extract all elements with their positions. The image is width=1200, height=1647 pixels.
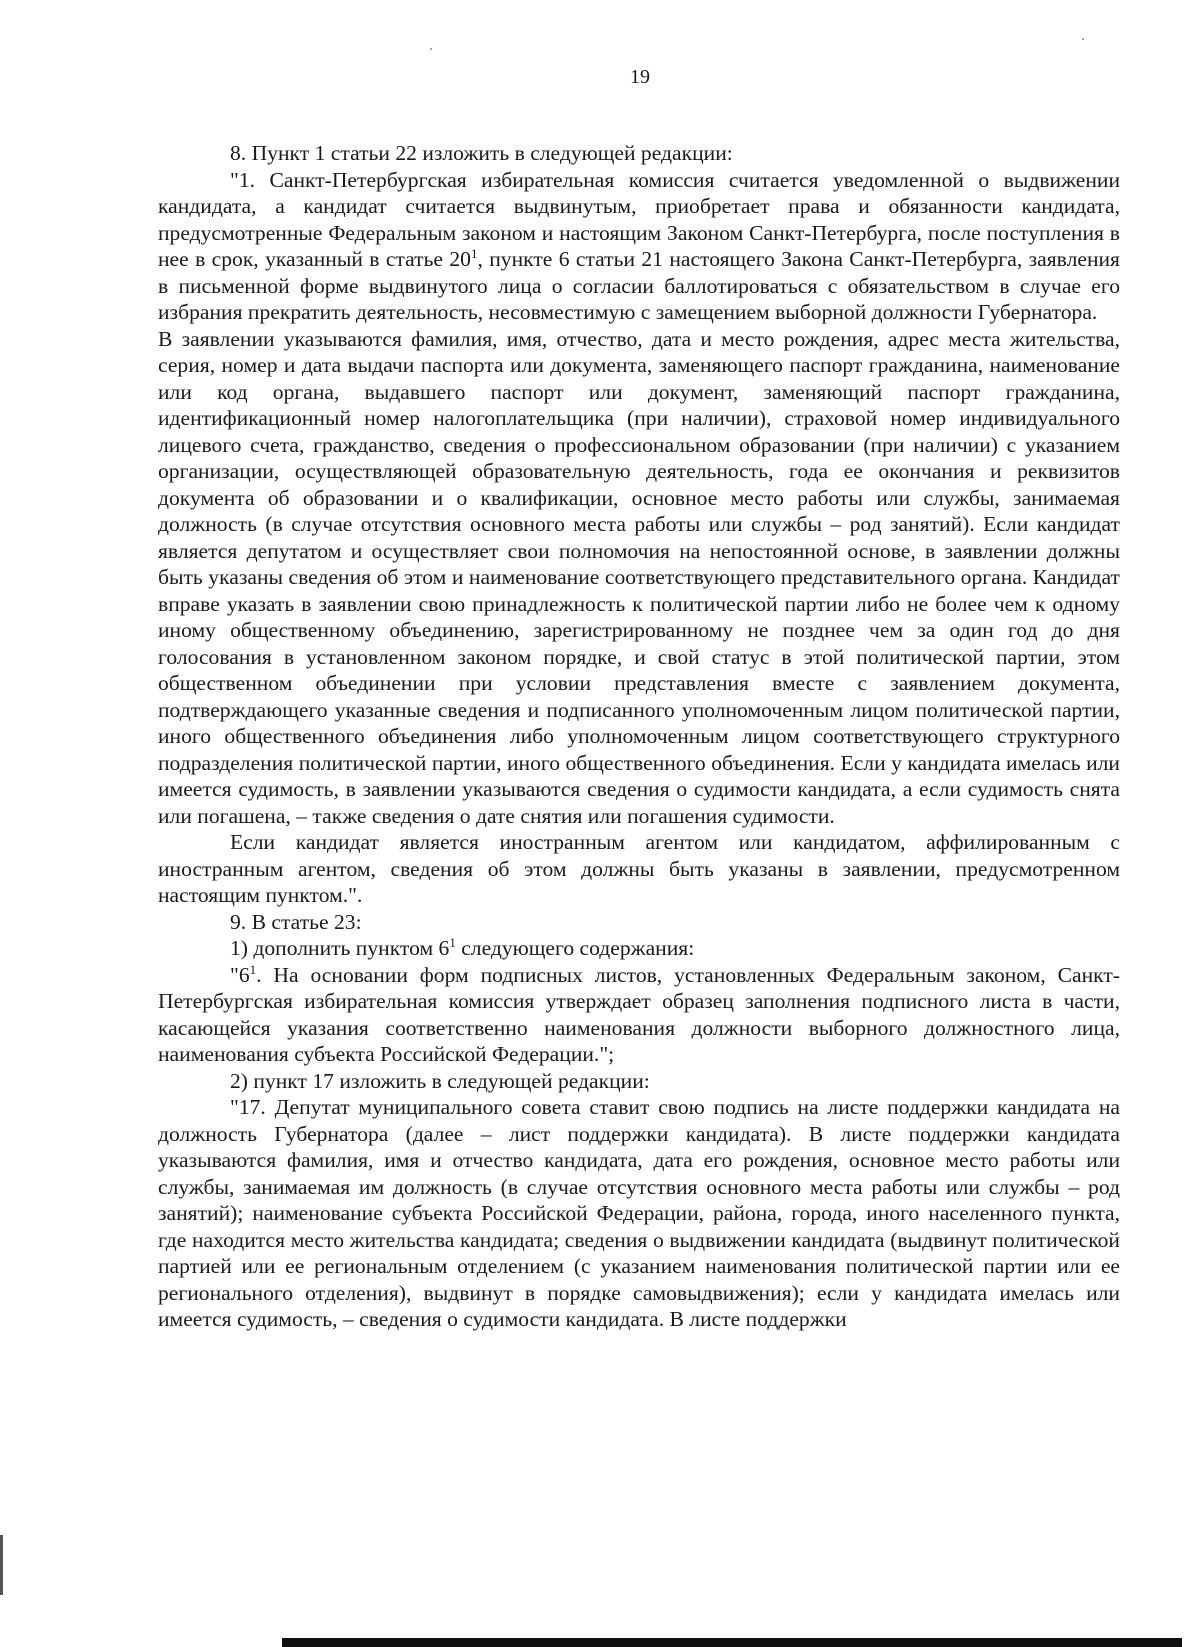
paragraph-text: "1. Санкт-Петербургская избирательная комиссия считается уведомленной о выдвижении кандидата, а кандидат считается выдвинутым, приобретает права и обязанности кандидата, предусмотренные Федеральным законом и настоящим Законом Санкт-Петербурга, после поступления в нее в срок, указанный в статье 20 xyxy=(158,167,1120,271)
paragraph-application-details xyxy=(158,326,1120,830)
paragraph-subitem-1 xyxy=(158,935,1120,962)
paragraph-text: В заявлении указываются фамилия, имя, отчество, дата и место рождения, адрес места жительства, серия, номер и дата выдачи паспорта или документа, заменяющего паспорт гражданина, наименование или код органа, выдавшего паспорт или документ, заменяющий паспорт гражданина, идентификационный номер налогоплательщика (при наличии), страховой номер индивидуального лицевого счета, гражданство, сведения о профессиональном образовании (при наличии) с указанием организации, осуществляющей образовательную деятельность, года ее окончания и реквизитов документа об образовании и о квалификации, основное место работы или службы, занимаемая должность (в случае отсутствия основного места работы или службы – род занятий). Если кандидат является депутатом и осуществляет свои полномочия на непостоянной основе, в заявлении должны быть указаны сведения об этом и наименование соответствующего представительного органа. Кандидат вправе указать в заявлении свою принадлежность к политической партии либо не более чем к одному иному общественному объединению, зарегистрированному не позднее чем за один год до дня голосования в установленном законом порядке, и свой статус в этой политической партии, этом общественном объединении при условии представления вместе с заявлением документа, подтверждающего указанные сведения и подписанного уполномоченным лицом политической партии, иного общественного объединения либо уполномоченным лицом соответствующего структурного подразделения политической партии, иного общественного объединения. Если у кандидата имелась или имеется судимость, в заявлении указываются сведения о судимости кандидата, а если судимость снята или погашена, – также сведения о дате снятия или погашения судимости. xyxy=(158,326,1120,828)
paragraph-item-9 xyxy=(158,909,1120,936)
paragraph-text: "6 xyxy=(230,962,250,987)
paragraph-text: 2) пункт 17 изложить в следующей редакции: xyxy=(230,1068,650,1093)
paragraph-clause-6-1 xyxy=(158,962,1120,1068)
superscript: 1 xyxy=(249,961,257,977)
paragraph-item-8 xyxy=(158,140,1120,167)
paragraph-text: 1) дополнить пунктом 6 xyxy=(230,936,450,960)
paragraph-text: следующего содержания: xyxy=(455,936,695,960)
page-number: 19 xyxy=(630,66,650,88)
paragraph-text: Если кандидат является иностранным агентом или кандидатом, аффилированным с иностранным агентом, сведения об этом должны быть указаны в заявлении, предусмотренном настоящим пунктом.". xyxy=(158,830,1120,907)
paragraph-text: . На основании форм подписных листов, установленных Федеральным законом, Санкт-Петербургская избирательная комиссия утверждает образец заполнения подписного листа в части, касающейся указания соответственно наименования должности выборного должностного лица, наименования субъекта Российской Федерации."; xyxy=(158,962,1120,1066)
paragraph-subitem-2 xyxy=(158,1068,1120,1095)
scan-bottom-edge xyxy=(282,1638,1182,1647)
paragraph-foreign-agent xyxy=(158,829,1120,909)
paragraph-clause-17 xyxy=(158,1094,1120,1333)
paragraph-text: 8. Пункт 1 статьи 22 изложить в следующей редакции: xyxy=(230,141,733,165)
superscript: 1 xyxy=(449,935,456,950)
document-body xyxy=(158,140,1120,1333)
paragraph-text: , пункте 6 статьи 21 настоящего Закона Санкт-Петербурга, заявления в письменной форме выдвинутого лица о согласии баллотироваться с обязательством в случае его избрания прекратить деятельность, несовместимую с замещением выборной должности Губернатора. xyxy=(158,247,1120,324)
paragraph-text: 9. В статье 23: xyxy=(230,909,362,934)
paragraph-text: "17. Депутат муниципального совета ставит свою подпись на листе поддержки кандидата на должность Губернатора (далее – лист поддержки кандидата). В листе поддержки кандидата указываются фамилия, имя и отчество кандидата, дата его рождения, основное место работы или службы, занимаемая им должность (в случае отсутствия основного места работы или службы – род занятий); наименование субъекта Российской Федерации, района, города, иного населенного пункта, где находится место жительства кандидата; сведения о выдвижении кандидата (выдвинут политической партией или ее региональным отделением (с указанием наименования политической партии или ее регионального отделения), выдвинут в порядке самовыдвижения); если у кандидата имелась или имеется судимость, – сведения о судимости кандидата. В листе поддержки xyxy=(158,1095,1120,1331)
scan-speck xyxy=(1082,38,1084,40)
scan-speck xyxy=(430,48,432,50)
paragraph-clause-1 xyxy=(158,167,1120,326)
scan-edge-mark xyxy=(0,1535,3,1595)
superscript: 1 xyxy=(470,246,478,261)
